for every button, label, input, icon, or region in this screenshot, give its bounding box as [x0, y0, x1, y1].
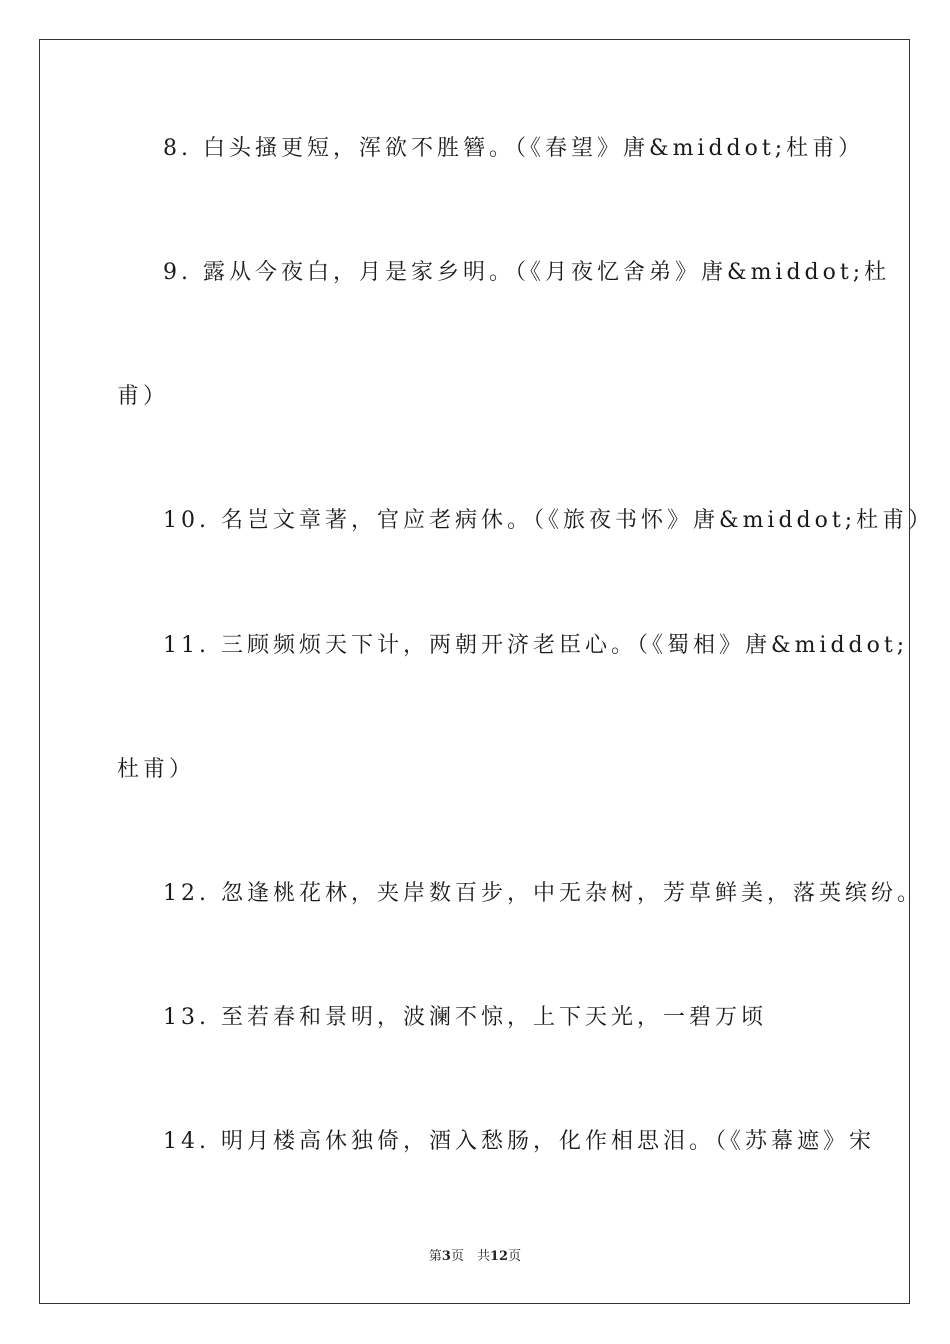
footer-page-number: 3	[441, 1249, 451, 1264]
text-line-10: 10. 名岂文章著，官应老病休。（《旅夜书怀》唐&middot;杜甫）	[163, 508, 935, 533]
text-line-9: 9. 露从今夜白，月是家乡明。（《月夜忆舍弟》唐&middot;杜	[163, 260, 891, 285]
footer-prefix: 第	[428, 1249, 442, 1264]
page-footer	[0, 1245, 950, 1264]
text-line-14: 14. 明月楼高休独倚，酒入愁肠，化作相思泪。（《苏幕遮》宋	[163, 1129, 875, 1154]
text-line-12: 12. 忽逢桃花林，夹岸数百步，中无杂树，芳草鲜美，落英缤纷。	[163, 881, 923, 906]
text-line-11: 11. 三顾频烦天下计，两朝开济老臣心。（《蜀相》唐&middot;	[163, 633, 909, 658]
text-line-8: 8. 白头搔更短，浑欲不胜簪。（《春望》唐&middot;杜甫）	[163, 136, 865, 161]
footer-suffix: 页	[508, 1249, 522, 1264]
footer-mid: 页 共	[450, 1249, 490, 1264]
footer-total-pages: 12	[489, 1249, 509, 1264]
text-line-13: 13. 至若春和景明，波澜不惊，上下天光，一碧万顷	[163, 1005, 767, 1030]
text-line-11-continued: 杜甫）	[117, 757, 196, 782]
page-frame	[39, 39, 910, 1304]
text-line-9-continued: 甫）	[117, 384, 170, 409]
